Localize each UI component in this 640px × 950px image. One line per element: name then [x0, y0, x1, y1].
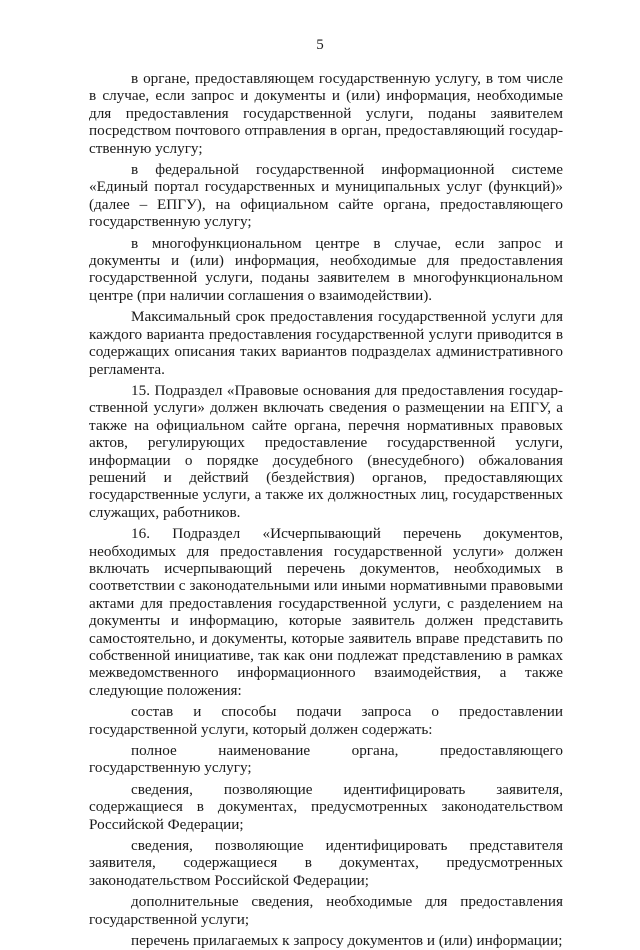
- paragraph: сведения, позволяющие идентифицировать представителя заявителя, содержащиеся в документах, предусмотренных законодательством Российской Федерации;: [89, 837, 563, 889]
- paragraph: 16. Подраздел «Исчерпывающий перечень документов, необходимых для предоставления государственной услуги» должен включать исчерпывающий перечень документов, необходимых в соответствии с законодательными или иными нормативными правовыми актами для предоставления государственной услуги, с разделением на документы и информацию, которые заявитель должен представить самостоятельно, и документы, которые заявитель вправе представить по собственной инициативе, так как они подлежат представлению в рамках межведомственного информационного взаимодействия, а также следующие положения:: [89, 525, 563, 699]
- paragraph: в федеральной государственной информационной системе «Единый портал государственных и муниципальных услуг (функций)» (далее – ЕПГУ), на официальном сайте органа, предоставляющего государственную услугу;: [89, 161, 563, 231]
- paragraph: сведения, позволяющие идентифицировать заявителя, содержащиеся в документах, предусмотренных законодательством Российской Федерации;: [89, 780, 563, 833]
- paragraph: в многофункциональном центре в случае, если запрос и документы и (или) информация, необходимые для предоставления государственной услуги, поданы заявителем в многофункциональном центре (при наличии соглашения о взаимодействии).: [89, 234, 563, 304]
- paragraph: 15. Подраздел «Правовые основания для предоставления государственной услуги» должен включать сведения о размещении на ЕПГУ, а также на официальном сайте органа, перечня нормативных правовых актов, регулирующих предоставление государственной услуги, информации о порядке досудебного (внесудебного) обжалования решений и действий (бездействия) органов, предоставляющих государственные услуги, а также их должностных лиц, государственных служащих, работников.: [89, 381, 563, 521]
- paragraph: полное наименование органа, предоставляющего государственную услугу;: [89, 742, 563, 777]
- document-body: [89, 70, 563, 950]
- paragraph: дополнительные сведения, необходимые для предоставления государственной услуги;: [89, 893, 563, 928]
- paragraph: состав и способы подачи запроса о предоставлении государственной услуги, который должен содержать:: [89, 703, 563, 738]
- paragraph: перечень прилагаемых к запросу документов и (или) информации;: [131, 932, 563, 950]
- page-number: 5: [316, 37, 324, 53]
- paragraph: Максимальный срок предоставления государственной услуги для каждого варианта предоставления государственной услуги приводится в содержащих описания таких вариантов подразделах административного регламента.: [89, 308, 563, 378]
- paragraph: в органе, предоставляющем государственную услугу, в том числе в случае, если запрос и документы и (или) информация, необходимые для предоставления государственной услуги, поданы заявителем посредством почтового отправления в орган, предоставляющий государственную услугу;: [89, 70, 563, 157]
